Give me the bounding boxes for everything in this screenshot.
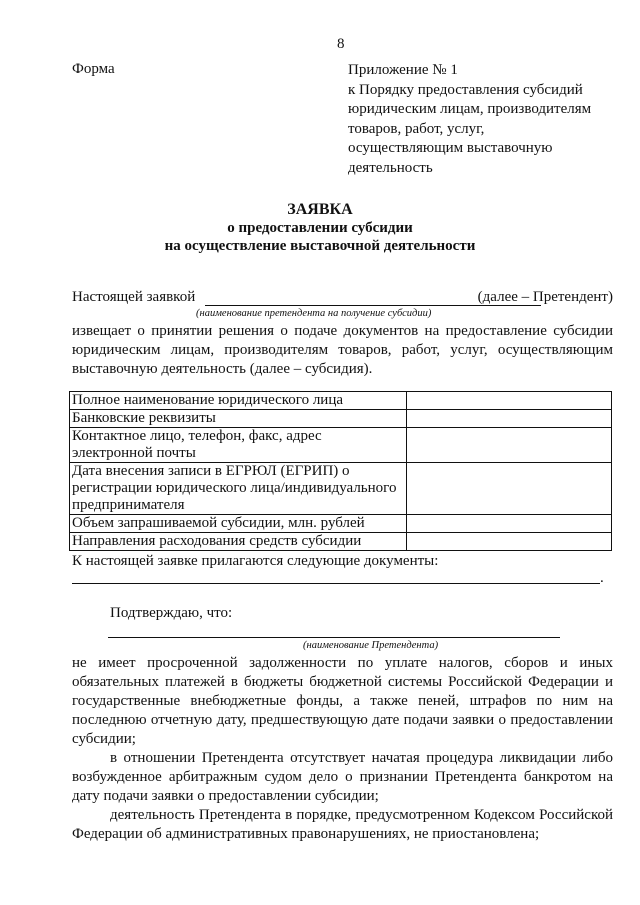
table-row: [70, 515, 612, 533]
title-main: ЗАЯВКА: [287, 201, 353, 218]
appendix-line: Приложение № 1: [348, 62, 458, 78]
table-cell-label: Направления расходования средств субсидии: [70, 533, 407, 551]
requisites-table: [69, 391, 612, 551]
attachments-end-mark: .: [600, 570, 604, 586]
form-label: Форма: [72, 61, 115, 77]
appendix-line: товаров, работ, услуг,: [348, 120, 485, 137]
table-row: [70, 533, 612, 551]
applicant-hint: (наименование претендента на получение субсидии): [196, 308, 432, 319]
appendix-line: деятельность: [348, 159, 433, 176]
table-cell-value[interactable]: [407, 428, 612, 463]
table-row: [70, 392, 612, 410]
attachments-text: К настоящей заявке прилагаются следующие документы:: [72, 553, 439, 569]
document-title: [0, 201, 640, 255]
confirmation-paragraph: в отношении Претендента отсутствует начатая процедура ликвидации либо возбужденное арбитражным судом дело о признании Претендента банкротом на дату подачи заявки о предоставлении субсидии;: [72, 750, 613, 804]
intro-trail: (далее – Претендент): [477, 289, 613, 305]
table-cell-value[interactable]: [407, 515, 612, 533]
intro-line: [72, 289, 613, 309]
confirmation-body: [72, 654, 613, 844]
appendix-line: юридическим лицам, производителям: [348, 101, 592, 117]
page-number: 8: [337, 36, 345, 52]
confirm-applicant-blank[interactable]: [108, 637, 560, 638]
table-cell-value[interactable]: [407, 392, 612, 410]
table-row: [70, 463, 612, 515]
confirmation-paragraph: деятельность Претендента в порядке, предусмотренном Кодексом Российской Федерации об административных правонарушениях, не приостановлена;: [72, 807, 613, 842]
intro-paragraph: извещает о принятии решения о подаче документов на предоставление субсидии юридическим лицам, производителям товаров, работ, услуг, осуществляющим выставочную деятельность (далее – субсидия).: [72, 323, 613, 377]
attachments-blank[interactable]: [72, 583, 600, 584]
table-cell-value[interactable]: [407, 410, 612, 428]
appendix-block: [348, 61, 591, 178]
table-row: [70, 410, 612, 428]
intro-lead: Настоящей заявкой: [72, 289, 196, 305]
confirm-text: Подтверждаю, что:: [110, 605, 233, 621]
table-cell-label: Полное наименование юридического лица: [70, 392, 407, 410]
confirm-hint: (наименование Претендента): [303, 640, 439, 651]
table-row: [70, 428, 612, 463]
title-line: о предоставлении субсидии: [227, 220, 413, 236]
table-cell-label: Дата внесения записи в ЕГРЮЛ (ЕГРИП) о регистрации юридического лица/индивидуального предпринимателя: [70, 463, 407, 515]
table-cell-value[interactable]: [407, 463, 612, 515]
table-cell-value[interactable]: [407, 533, 612, 551]
appendix-line: осуществляющим выставочную: [348, 140, 553, 156]
table-cell-label: Банковские реквизиты: [70, 410, 407, 428]
confirmation-paragraph: не имеет просроченной задолженности по уплате налогов, сборов и иных обязательных платежей в бюджеты бюджетной системы Российской Федерации и государственные внебюджетные фонды, а также пеней, штрафов по ним на последнюю отчетную дату, предшествующую дате подачи заявки о предоставлении субсидии;: [72, 655, 613, 747]
table-cell-label: Объем запрашиваемой субсидии, млн. рублей: [70, 515, 407, 533]
title-line: на осуществление выставочной деятельности: [164, 238, 476, 254]
appendix-line: к Порядку предоставления субсидий: [348, 81, 583, 98]
table-cell-label: Контактное лицо, телефон, факс, адрес электронной почты: [70, 428, 407, 463]
